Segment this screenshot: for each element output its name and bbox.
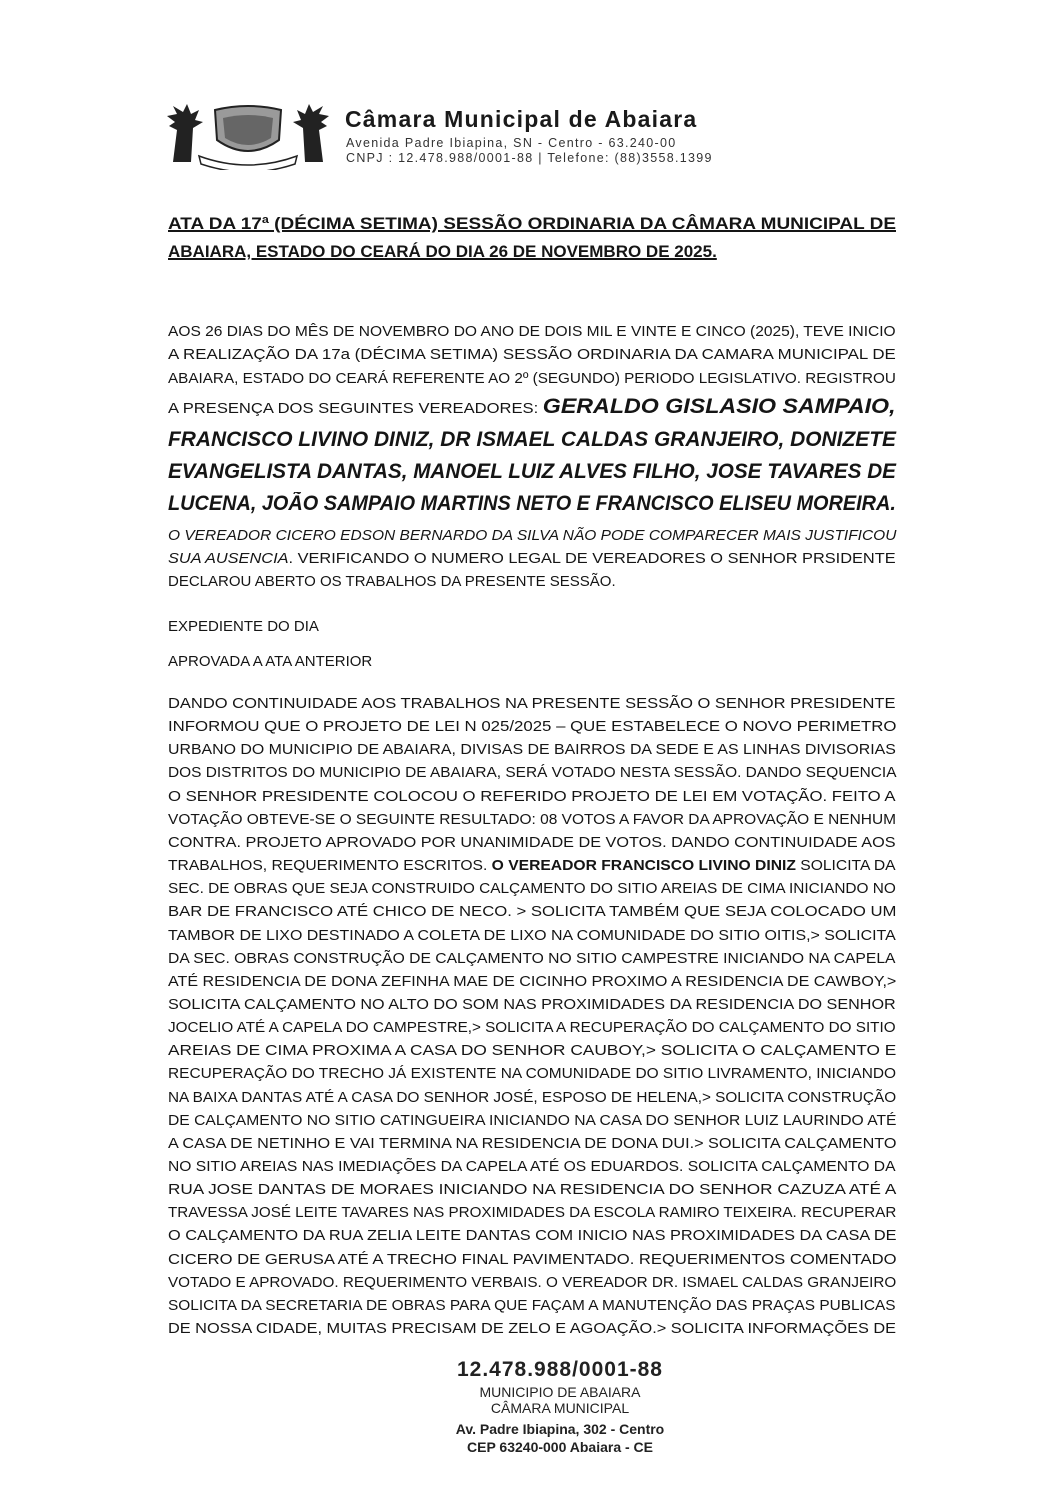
text-segment: INFORMOU QUE O PROJETO DE LEI N 025/2025 – QUE ESTABELECE O NOVO PERIMETRO: [168, 718, 897, 736]
text-segment: DANDO CONTINUIDADE AOS TRABALHOS NA PRESENTE SESSÃO O SENHOR PRESIDENTE: [168, 695, 896, 712]
paragraph-line: [168, 1181, 896, 1198]
paragraph-line: [168, 1042, 896, 1059]
paragraph-line: [168, 1089, 896, 1106]
paragraph-line: [168, 1297, 896, 1314]
paragraph-line: [168, 1135, 897, 1152]
text-segment: TRAVESSA JOSÉ LEITE TAVARES NAS PROXIMIDADES DA ESCOLA RAMIRO TEIXEIRA. RECUPERAR: [168, 1204, 897, 1222]
text-segment: SOLICITA DA: [795, 857, 896, 875]
text-segment: RECUPERAÇÃO DO TRECHO JÁ EXISTENTE NA COMUNIDADE DO SITIO LIVRAMENTO, INICIANDO: [168, 1065, 897, 1083]
text-segment: . VERIFICANDO O NUMERO LEGAL DE VEREADORES O SENHOR PRSIDENTE: [288, 550, 896, 567]
text-segment: CONTRA. PROJETO APROVADO POR UNANIMIDADE DE VOTOS. DANDO CONTINUIDADE AOS: [168, 833, 896, 851]
paragraph-line: [168, 550, 896, 567]
text-segment: BAR DE FRANCISCO ATÉ CHICO DE NECO. > SOLICITA TAMBÉM QUE SEJA COLOCADO UM: [168, 903, 897, 921]
text-segment: JOCELIO ATÉ A CAPELA DO CAMPESTRE,> SOLICITA A RECUPERAÇÃO DO CALÇAMENTO DO SITIO: [168, 1019, 896, 1037]
paragraph-line: [168, 880, 896, 897]
text-segment: O CALÇAMENTO DA RUA ZELIA LEITE DANTAS COM INICIO NAS PROXIMIDADES DA CASA DE: [168, 1227, 897, 1245]
text-segment: O VEREADOR FRANCISCO LIVINO DINIZ: [491, 857, 796, 875]
text-segment: NO SITIO AREIAS NAS IMEDIAÇÕES DA CAPELA ATÉ OS EDUARDOS. SOLICITA CALÇAMENTO DA: [168, 1158, 896, 1175]
text-segment: ATA DA 17ª (DÉCIMA SETIMA) SESSÃO ORDINARIA DA CÂMARA MUNICIPAL DE: [168, 214, 896, 233]
text-segment: EXPEDIENTE DO DIA: [168, 618, 319, 635]
text-segment: DA SEC. OBRAS CONSTRUÇÃO DE CALÇAMENTO NO SITIO CAMPESTRE INICIANDO NA CAPELA: [168, 949, 896, 967]
text-segment: AOS 26 DIAS DO MÊS DE NOVEMBRO DO ANO DE DOIS MIL E VINTE E CINCO (2025), TEVE INICIO: [168, 323, 896, 340]
text-segment: O VEREADOR CICERO EDSON BERNARDO DA SILVA NÃO PODE COMPARECER MAIS JUSTIFICOU: [168, 527, 897, 544]
paragraph-line: [168, 927, 896, 944]
paragraph-line: [168, 950, 896, 967]
text-segment: SEC. DE OBRAS QUE SEJA CONSTRUIDO CALÇAMENTO DO SITIO AREIAS DE CIMA INICIANDO NO: [168, 880, 896, 898]
paragraph-line: [168, 1204, 896, 1221]
paragraph-line: [168, 323, 896, 340]
text-segment: DE NOSSA CIDADE, MUITAS PRECISAM DE ZELO E AGOAÇÃO.> SOLICITA INFORMAÇÕES DE: [168, 1320, 896, 1338]
text-segment: GERALDO GISLASIO SAMPAIO,: [542, 394, 896, 418]
paragraph-line: [168, 346, 896, 363]
text-segment: SOLICITA DA SECRETARIA DE OBRAS PARA QUE FAÇAM A MANUTENÇÃO DAS PRAÇAS PUBLICAS: [168, 1296, 896, 1314]
text-segment: A REALIZAÇÃO DA 17a (DÉCIMA SETIMA) SESSÃO ORDINARIA DA CAMARA MUNICIPAL DE: [168, 346, 896, 364]
paragraph-line: [168, 811, 896, 828]
stamp-line: Av. Padre Ibiapina, 302 - Centro: [455, 1421, 665, 1437]
coat-of-arms-logo: [163, 100, 333, 170]
paragraph-line: [168, 573, 616, 590]
text-segment: APROVADA A ATA ANTERIOR: [168, 653, 373, 670]
paragraph-line: [168, 1227, 896, 1244]
text-segment: A PRESENÇA DOS SEGUINTES VEREADORES:: [168, 399, 543, 417]
paragraph-line: [168, 718, 897, 735]
text-segment: ABAIARA, ESTADO DO CEARÁ REFERENTE AO 2º (SEGUNDO) PERIODO LEGISLATIVO. REGISTROU: [168, 369, 896, 387]
org-contact: CNPJ : 12.478.988/0001-88 | Telefone: (88)3558.1399: [346, 151, 713, 165]
section-heading-expediente: [168, 618, 319, 635]
text-segment: RUA JOSE DANTAS DE MORAES INICIANDO NA RESIDENCIA DO SENHOR CAZUZA ATÉ A: [168, 1181, 897, 1199]
text-segment: DOS DISTRITOS DO MUNICIPIO DE ABAIARA, SERÁ VOTADO NESTA SESSÃO. DANDO SEQUENCIA: [168, 764, 897, 782]
paragraph-line: [168, 395, 896, 419]
vereadores-line: [168, 460, 896, 484]
text-segment: FRANCISCO LIVINO DINIZ, DR ISMAEL CALDAS GRANJEIRO, DONIZETE: [168, 428, 896, 451]
text-segment: ATÉ RESIDENCIA DE DONA ZEFINHA MAE DE CICINHO PROXIMO A RESIDENCIA DE CAWBOY,>: [168, 972, 897, 990]
paragraph-line: [168, 996, 896, 1013]
paragraph-line: [168, 903, 896, 920]
text-segment: DE CALÇAMENTO NO SITIO CATINGUEIRA INICIANDO NA CASA DO SENHOR LUIZ LAURINDO ATÉ: [168, 1111, 897, 1129]
text-segment: URBANO DO MUNICIPIO DE ABAIARA, DIVISAS DE BAIRROS DA SEDE E AS LINHAS DIVISORIAS: [168, 741, 896, 759]
text-segment: ABAIARA, ESTADO DO CEARÁ DO DIA 26 DE NOVEMBRO DE 2025.: [168, 242, 717, 261]
section-heading-aprovada: [168, 653, 372, 670]
vereadores-line: [168, 492, 896, 516]
paragraph-line: [168, 857, 896, 874]
text-segment: SOLICITA CALÇAMENTO NO ALTO DO SOM NAS PROXIMIDADES DA RESIDENCIA DO SENHOR: [168, 995, 896, 1013]
paragraph-line: [168, 741, 896, 758]
paragraph-line: [168, 1320, 896, 1337]
document-title-line: [168, 214, 896, 234]
paragraph-line: [168, 1274, 896, 1291]
text-segment: NA BAIXA DANTAS ATÉ A CASA DO SENHOR JOSÉ, ESPOSO DE HELENA,> SOLICITA CONSTRUÇÃO: [168, 1088, 897, 1106]
paragraph-line: [168, 788, 896, 805]
paragraph-line: [168, 834, 896, 851]
vereadores-line: [168, 428, 896, 452]
paragraph-line: [168, 695, 895, 712]
text-segment: VOTAÇÃO OBTEVE-SE O SEGUINTE RESULTADO: 08 VOTOS A FAVOR DA APROVAÇÃO E NENHUM: [168, 810, 896, 828]
paragraph-line: [168, 370, 896, 387]
text-segment: TRABALHOS, REQUERIMENTO ESCRITOS.: [168, 857, 492, 875]
paragraph-line: [168, 1019, 896, 1036]
paragraph-line: [168, 1065, 896, 1082]
text-segment: DECLAROU ABERTO OS TRABALHOS DA PRESENTE SESSÃO.: [168, 573, 616, 590]
text-segment: TAMBOR DE LIXO DESTINADO A COLETA DE LIXO NA COMUNIDADE DO SITIO OITIS,> SOLICITA: [168, 926, 896, 944]
paragraph-line: [168, 527, 896, 544]
stamp-line: MUNICIPIO DE ABAIARA: [479, 1384, 641, 1400]
text-segment: AREIAS DE CIMA PROXIMA A CASA DO SENHOR CAUBOY,> SOLICITA O CALÇAMENTO E: [168, 1042, 897, 1060]
stamp-cnpj: 12.478.988/0001-88: [456, 1358, 663, 1381]
text-segment: SUA AUSENCIA: [168, 550, 289, 567]
paragraph-line: [168, 1251, 896, 1268]
text-segment: A CASA DE NETINHO E VAI TERMINA NA RESIDENCIA DE DONA DUI.> SOLICITA CALÇAMENTO: [168, 1134, 897, 1152]
text-segment: O SENHOR PRESIDENTE COLOCOU O REFERIDO PROJETO DE LEI EM VOTAÇÃO. FEITO A: [168, 787, 896, 805]
paragraph-line: [168, 764, 896, 781]
document-title-line: [168, 242, 717, 262]
stamp-line: CÂMARA MUNICIPAL: [490, 1400, 630, 1416]
text-segment: LUCENA, JOÃO SAMPAIO MARTINS NETO E FRANCISCO ELISEU MOREIRA.: [168, 492, 896, 515]
stamp-line: CEP 63240-000 Abaiara - CE: [467, 1439, 653, 1455]
paragraph-line: [168, 1158, 895, 1175]
org-name: Câmara Municipal de Abaiara: [345, 106, 698, 132]
paragraph-line: [168, 973, 896, 990]
official-stamp: [400, 1358, 720, 1455]
text-segment: EVANGELISTA DANTAS, MANOEL LUIZ ALVES FILHO, JOSE TAVARES DE: [168, 460, 896, 483]
org-address: Avenida Padre Ibiapina, SN - Centro - 63.240-00: [346, 136, 677, 150]
text-segment: CICERO DE GERUSA ATÉ A TRECHO FINAL PAVIMENTADO. REQUERIMENTOS COMENTADO: [168, 1250, 897, 1268]
text-segment: VOTADO E APROVADO. REQUERIMENTO VERBAIS. O VEREADOR DR. ISMAEL CALDAS GRANJEIRO: [168, 1273, 897, 1291]
paragraph-line: [168, 1112, 896, 1129]
